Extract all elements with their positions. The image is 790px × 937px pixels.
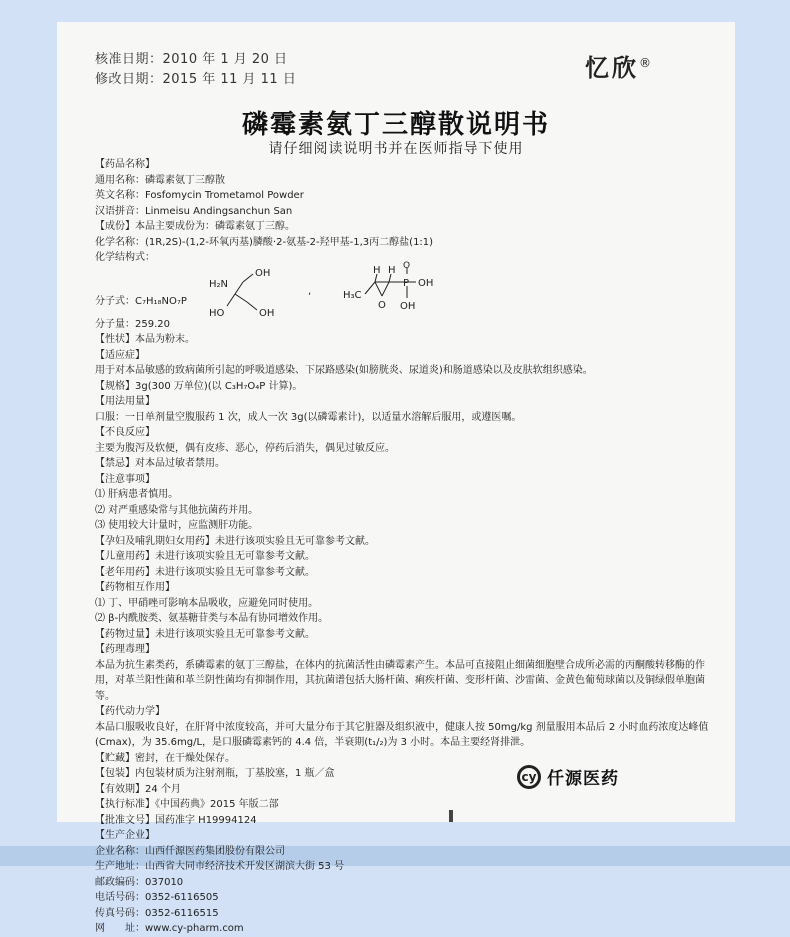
structure-label: OH [255, 267, 271, 279]
text-line: 英文名称：Fosfomycin Trometamol Powder [95, 190, 304, 201]
structure-drawing [195, 260, 455, 320]
structure-label: H₂N [209, 278, 229, 290]
text-line: 【儿童用药】未进行该项实验且无可靠参考文献。 [95, 551, 315, 562]
text-line: 【成份】本品主要成份为：磷霉素氨丁三醇。 [95, 221, 295, 232]
revision-date: 修改日期：2015 年 11 月 11 日 [95, 72, 297, 87]
text-line: 【老年用药】未进行该项实验且无可靠参考文献。 [95, 566, 315, 578]
text-line: ⑴ 肝病患者慎用。 [95, 489, 179, 500]
text-line: 【用法用量】 [95, 396, 155, 407]
text-line: 传真号码：0352-6116515 [95, 907, 219, 919]
text-line: 【孕妇及哺乳期妇女用药】未进行该项实验且无可靠参考文献。 [95, 535, 375, 547]
text-line: 汉语拼音：Linmeisu Andingsanchun San [95, 205, 293, 217]
structure-label: O [403, 260, 411, 271]
leaflet-page [57, 22, 735, 934]
text-line: 【生产企业】 [95, 830, 155, 841]
text-line: 化学结构式： [95, 252, 155, 263]
structure-label: O [378, 299, 386, 311]
text-line: 【性状】本品为粉末。 [95, 334, 195, 345]
text-line: 【药品名称】 [95, 159, 155, 170]
text-line: ⑶ 使用较大计量时，应监测肝功能。 [95, 520, 259, 531]
company-logo-name: 仟源医药 [547, 769, 619, 789]
text-line: 【执行标准】《中国药典》2015 年版二部 [95, 799, 279, 810]
text-line: 【药物过量】未进行该项实验且无可靠参考文献。 [95, 628, 315, 640]
structure-label: OH [418, 277, 434, 289]
pharmacokinetics-text: 本品口服吸收良好，在肝肾中浓度较高，并可大量分布于其它脏器及组织液中，健康人按 50mg/kg 剂量服用本品后 2 小时血药浓度达峰值(Cmax)，为 35.6mg/L，是口服磷霉素钙的 4.4 倍，半衰期(t₁/₂)为 3 小时。本品主要经肾排泄。 [95, 721, 709, 748]
text-line: 生产地址：山西省大同市经济技术开发区湖滨大街 53 号 [95, 861, 345, 872]
text-line: 【注意事项】 [95, 473, 155, 485]
text-line: 主要为腹泻及软便，偶有皮疹、恶心，停药后消失，偶见过敏反应。 [95, 442, 395, 454]
company-logo [517, 764, 619, 789]
text-line: 企业名称：山西仟源医药集团股份有限公司 [95, 845, 285, 857]
text-line: 邮政编码：037010 [95, 876, 184, 888]
pharmacology-text: 本品为抗生素类药，系磷霉素的氨丁三醇盐，在体内的抗菌活性由磷霉素产生。本品可直接阻止细菌细胞壁合成所必需的丙酮酸转移酶的作用，对革兰阳性菌和革兰阴性菌均有抑制作用，其抗菌谱包括大肠杆菌、痢疾杆菌、变形杆菌、沙雷菌、金黄色葡萄球菌以及铜绿假单胞菌等。 [95, 659, 705, 702]
text-line: 【有效期】24 个月 [95, 783, 181, 795]
svg-text:,: , [308, 285, 312, 297]
text-line: 【规格】3g(300 万单位)(以 C₃H₇O₄P 计算)。 [95, 380, 303, 392]
text-line: 【禁忌】对本品过敏者禁用。 [95, 458, 225, 469]
section-heading: 【药代动力学】 [95, 706, 165, 717]
structure-label: OH [400, 300, 416, 312]
chemical-structure [95, 260, 715, 319]
structure-label: H [388, 264, 396, 276]
company-mark-icon: cy [517, 765, 541, 789]
text-line: 【适应症】 [95, 349, 145, 361]
text-line: 通用名称：磷霉素氨丁三醇散 [95, 174, 225, 186]
brand-logo: 忆欣® [585, 54, 651, 82]
structure-label: HO [209, 307, 225, 319]
molecular-formula: 分子式：C₇H₁₈NO₇P [95, 295, 187, 307]
text-line: 分子量：259.20 [95, 318, 170, 330]
text-line: 【批准文号】国药准字 H19994124 [95, 814, 257, 826]
structure-label: H [373, 264, 381, 276]
text-line: ⑵ β-内酰胺类、氨基糖苷类与本品有协同增效作用。 [95, 613, 329, 624]
print-mark [449, 810, 453, 822]
page-title: 磷霉素氨丁三醇散说明书 [241, 110, 550, 140]
structure-label: P [403, 277, 410, 289]
text-line: 【药理毒理】 [95, 644, 155, 655]
text-line: 口服：一日单剂量空腹服药 1 次，成人一次 3g(以磷霉素计)，以适量水溶解后服用，或遵医嘱。 [95, 411, 522, 423]
text-line: 电话号码：0352-6116505 [95, 892, 219, 903]
structure-label: H₃C [343, 289, 362, 301]
text-line: 【药物相互作用】 [95, 582, 175, 593]
text-line: 用于对本品敏感的致病菌所引起的呼吸道感染、下尿路感染(如膀胱炎、尿道炎)和肠道感染以及皮肤软组织感染。 [95, 365, 593, 376]
approval-date: 核准日期：2010 年 1 月 20 日 [95, 52, 288, 67]
text-line: 网 址：www.cy-pharm.com [95, 923, 244, 934]
text-line: 化学名称：(1R,2S)-(1,2-环氧丙基)膦酸·2-氨基-2-羟甲基-1,3丙二醇盐(1:1) [95, 236, 434, 248]
leaflet-body [95, 157, 715, 937]
text-line: 【包装】内包装材质为注射剂瓶，丁基胶塞，1 瓶／盒 [95, 768, 335, 779]
text-line: ⑴ 丁、甲硝唑可影响本品吸收，应避免同时使用。 [95, 597, 319, 609]
text-line: ⑵ 对严重感染常与其他抗菌药并用。 [95, 504, 259, 516]
structure-label: OH [259, 307, 275, 319]
page-subtitle: 请仔细阅读说明书并在医师指导下使用 [268, 141, 524, 157]
text-line: 【贮藏】密封，在干燥处保存。 [95, 752, 235, 764]
text-line: 【不良反应】 [95, 427, 155, 438]
